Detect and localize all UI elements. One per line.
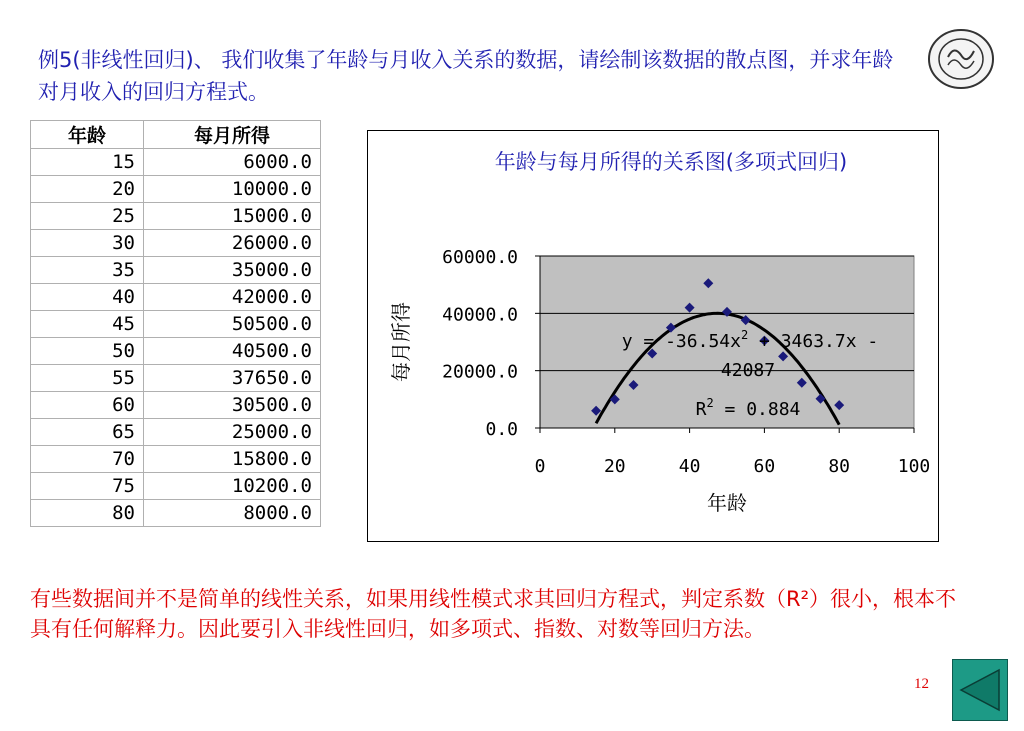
income-cell: 15800.0 bbox=[144, 446, 321, 473]
age-cell: 35 bbox=[31, 257, 144, 284]
triangle-left-icon bbox=[953, 660, 1007, 720]
x-tick-label: 80 bbox=[828, 456, 851, 477]
income-cell: 42000.0 bbox=[144, 284, 321, 311]
x-tick-label: 0 bbox=[534, 456, 546, 477]
equation-superscript: 2 bbox=[740, 328, 749, 342]
age-cell: 30 bbox=[31, 230, 144, 257]
page-number: 12 bbox=[914, 676, 929, 692]
y-axis-title: 每月所得 bbox=[389, 302, 413, 382]
x-tick-label: 100 bbox=[897, 456, 931, 477]
column-header-income: 每月所得 bbox=[144, 121, 321, 149]
age-cell: 25 bbox=[31, 203, 144, 230]
y-tick-label: 20000.0 bbox=[442, 361, 518, 383]
y-tick-label: 60000.0 bbox=[442, 247, 518, 268]
income-cell: 35000.0 bbox=[144, 257, 321, 284]
slide-heading: 例5(非线性回归)、 我们收集了年龄与月收入关系的数据，请绘制该数据的散点图，并求年龄对月收入的回归方程式。 bbox=[38, 48, 894, 104]
y-tick-label: 40000.0 bbox=[442, 304, 518, 326]
back-button[interactable] bbox=[952, 659, 1008, 721]
x-tick-label: 20 bbox=[603, 456, 626, 477]
income-cell: 10000.0 bbox=[144, 176, 321, 203]
age-cell: 70 bbox=[31, 446, 144, 473]
y-tick-label: 0.0 bbox=[485, 419, 518, 440]
income-cell: 6000.0 bbox=[144, 149, 321, 176]
trend-equation bbox=[622, 328, 879, 352]
age-cell: 65 bbox=[31, 419, 144, 446]
age-cell: 75 bbox=[31, 473, 144, 500]
trend-equation-constant: 42087 bbox=[720, 360, 776, 381]
income-cell: 30500.0 bbox=[144, 392, 321, 419]
x-tick-label: 60 bbox=[753, 456, 776, 477]
chart-title: 年龄与每月所得的关系图(多项式回归) bbox=[494, 150, 848, 174]
age-cell: 50 bbox=[31, 338, 144, 365]
r-squared-part: = 0.884 bbox=[713, 399, 801, 420]
income-cell: 40500.0 bbox=[144, 338, 321, 365]
income-cell: 10200.0 bbox=[144, 473, 321, 500]
income-cell: 37650.0 bbox=[144, 365, 321, 392]
income-cell: 25000.0 bbox=[144, 419, 321, 446]
explanation-note: 有些数据间并不是简单的线性关系，如果用线性模式求其回归方程式，判定系数（R²）很小，根本不具有任何解释力。因此要引入非线性回归，如多项式、指数、对数等回归方法。 bbox=[30, 587, 957, 641]
column-header-age: 年龄 bbox=[31, 121, 144, 149]
income-cell: 8000.0 bbox=[144, 500, 321, 527]
age-cell: 20 bbox=[31, 176, 144, 203]
age-cell: 55 bbox=[31, 365, 144, 392]
income-cell: 50500.0 bbox=[144, 311, 321, 338]
age-cell: 15 bbox=[31, 149, 144, 176]
income-cell: 15000.0 bbox=[144, 203, 321, 230]
x-tick-label: 40 bbox=[678, 456, 701, 477]
equation-part: y = -36.54x bbox=[621, 331, 741, 352]
r-squared-part: R bbox=[695, 399, 707, 420]
age-cell: 60 bbox=[31, 392, 144, 419]
age-cell: 40 bbox=[31, 284, 144, 311]
income-cell: 26000.0 bbox=[144, 230, 321, 257]
x-axis-title: 年龄 bbox=[707, 491, 747, 515]
age-cell: 80 bbox=[31, 500, 144, 527]
r-squared-superscript: 2 bbox=[706, 396, 714, 410]
equation-part: + 3463.7x - bbox=[748, 331, 879, 352]
age-cell: 45 bbox=[31, 311, 144, 338]
